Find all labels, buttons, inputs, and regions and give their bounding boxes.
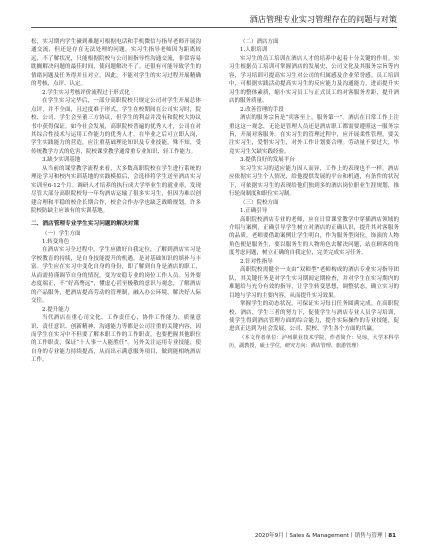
paragraph: 实习生的员工培训在酒店人才的培养中起着十分关键的作用。实习生根据员工培训可掌握酒店的发展史、公司文化及其服务宗旨等内容，学习培训可提高实习生对公司的归属感及企业荣誉感。员工培训中，可根据实践活动提高实习生的反应能力及沟通能力，进而提升实习生的整体素质，缩小实习员工与正式员工的对客服务差距，提升酒店的服务质量。 xyxy=(229,55,399,105)
paragraph: 高职院校需健全一支由“双师型”老师构成的酒店专业实习指导团队，其关键任务是对学生实习期间定期检查，并对学生在实习期内的难题给与充分有效的指导，让学生转变思想，调整状态，确立实习的目地与学习的主要内容，从而提升实习效果。 xyxy=(229,267,399,299)
page-header xyxy=(31,14,397,28)
section-heading: 二、酒店管理专业学生实习问题的解决对策 xyxy=(31,220,140,227)
paragraph: 高职院校酒店专业的老师，应在日常课堂教学中穿插酒店领域的介绍与案例，正确引导学生树立对酒店的正确认识，提升其对客服务的品质。老师要借助案例让学生明白，作为服务型岗位，饰演的人物角色便是服务生，要以服务生的人物角色去解决问题，站在顾客的角度考虑问题，树立正确的自我定位，完美完成实习任务。 xyxy=(229,216,399,257)
subheading: 1.转变角色 xyxy=(42,238,70,245)
paragraph: 松，实习期内学生碰到难题可根据电话和手机微信与指导老师开展沟通交流，但还是存在无法处理的问题。实习生指导老师因为距离较远，不了解状况，只能根据院校与公司间指导性沟通交流，非常容易耽搁解决问题的最佳时间，使问题解决不了。还很有可能导致学生的情绪问题及任务得并且对立，因此，不能对学生的实习过程开展精确的考核、点评、认定。 xyxy=(31,39,201,88)
subheading: 1.正确引导 xyxy=(240,208,268,215)
paragraph: 从当前的课堂教学流程来看，大多数高职院校在学生进行系统的理论学习和校内实训基地的实践模拟后，会选择将学生送至酒店实习实训至6-12个月。调研人才培养的执行成大学毕业生的就业率，发现尽管大部分高职院校每一年均酒店运输了很多实习生，但因为难以创建合理和平稳的校企长期合作，校企合作办学也缺乏战略规划，许多院校防缺主应该有的实训基地。 xyxy=(31,165,201,215)
subheading: 2.学生实习考核评价流程过于形式化 xyxy=(42,89,130,96)
journal-section-title: 酒店管理专业实习管理存在的问题与对策 xyxy=(249,14,397,24)
paragraph: 在学生实习完毕后，一部分高职院校只规定公司对学生开展总体点评，并不全面，且过度难于形式，学生在校期间在公司实习时，院校、公司、学生会至董三方协议，但学生的利益并没有和院校大协议书中获得保证。如今社会发展，高职院校普遍的优秀人才，公司在对其综合性技术与运用工作能力的优秀人才，在毕业之后可立即入岗，学生实践能力的营造，应注重基础理论知识及专业技能，殊不知，受传统教学方式的危害，院校课堂教学通常重专业知识、轻工作能力。 xyxy=(31,98,201,155)
paragraph: 酒店的服务宗旨是“宾客至上，服务第一”。酒店在日常工作上注重这这一观念，无论是管理人员还是酒店职工都需要遵照这一服务宗旨，开展对客服务。在实习生的管理过程中，应开展柔性管理，要关注实习生，爱惜实习生，对外工作计划要合理。劳动量不要过大，毕竟实习生欠缺实践经验。 xyxy=(229,115,399,155)
author-note: （本文作者单位：泸州职业技术学院，作者简介：吴琼，大学本科学历，副教授，硕士学位，研究方向：酒店管理、旅游管理） xyxy=(229,334,399,350)
subheading: （三）院校方面 xyxy=(240,199,279,206)
left-column xyxy=(31,38,201,365)
paragraph: 实习生实习的适应能力因人而异，工作上的表现也不一样。酒店应依据实习生个人情况，给他提供发展的平台和机遇，有条件的状况下，可依据实习生的表现给他们独到多的酒店岗位职业生涯规划，推行轮岗制度和职位实习制。 xyxy=(229,165,399,198)
page-number: 81 xyxy=(388,533,396,539)
footer-text: 2020年9月丨Sales & Management丨销售与管理丨 xyxy=(254,533,389,539)
subheading: 3.缺少实训基地 xyxy=(42,157,81,164)
paragraph: 当代酒店在重心司文化、工作责任心、协作工作能力、质量意识、责任意识、创新精神、沟通能力等都是公司注重的关键内容，因而学生在实习中不但要了解本职工作的工作职责，也要把握其他职位的工作职责，保证“十人事一人能胜任”。另外关注运用专业技能，使自身的专业能力持续提高，从而出示满意服务项目，做到能相统酒店工作。 xyxy=(31,315,201,364)
subheading: 3.提供良好的发展平台 xyxy=(240,157,295,164)
subheading: （二）酒店方面 xyxy=(240,39,279,45)
subheading: 2.提升能力 xyxy=(42,306,70,313)
subheading: 1.人职培训 xyxy=(240,47,268,54)
subheading: （一）学生方面 xyxy=(42,230,81,237)
paragraph: 在酒店实习全过程中，学生应做好自我定位，了解到酒店实习是学校教育的持续，是自身技能提升的机遇。是对基础知识的填补与丰富。学生应在实习中变化自身的身份，即了解到自身是酒店的职工，从而需持谨调节自身的情况，变为安稳专业的岗位工作人员。另外要态度端正，不“好高骛远”，懂虚心甚至极敬的意识与观念，了解酒店的产品服务，把酒店提高劳动的管理制，融入办公环境，解决好人际交往。 xyxy=(31,247,201,305)
page-footer xyxy=(255,531,396,539)
right-column xyxy=(229,38,399,351)
subheading: 2.改善管理的手段 xyxy=(240,106,284,113)
paragraph: 掌握学生的动态状况，可保证实习每日任务圆满完成。在高职院校、酒店、学生三者的努力下，促使学生与酒店专业人员学习培训，使学生得到酒店管理方面的综合能力，提升实际操作的专业技能，促进真正达到为社会发展、公司、院校、学生各个方面的共赢。 xyxy=(229,301,399,333)
subheading: 2.针对性指导 xyxy=(240,258,273,265)
